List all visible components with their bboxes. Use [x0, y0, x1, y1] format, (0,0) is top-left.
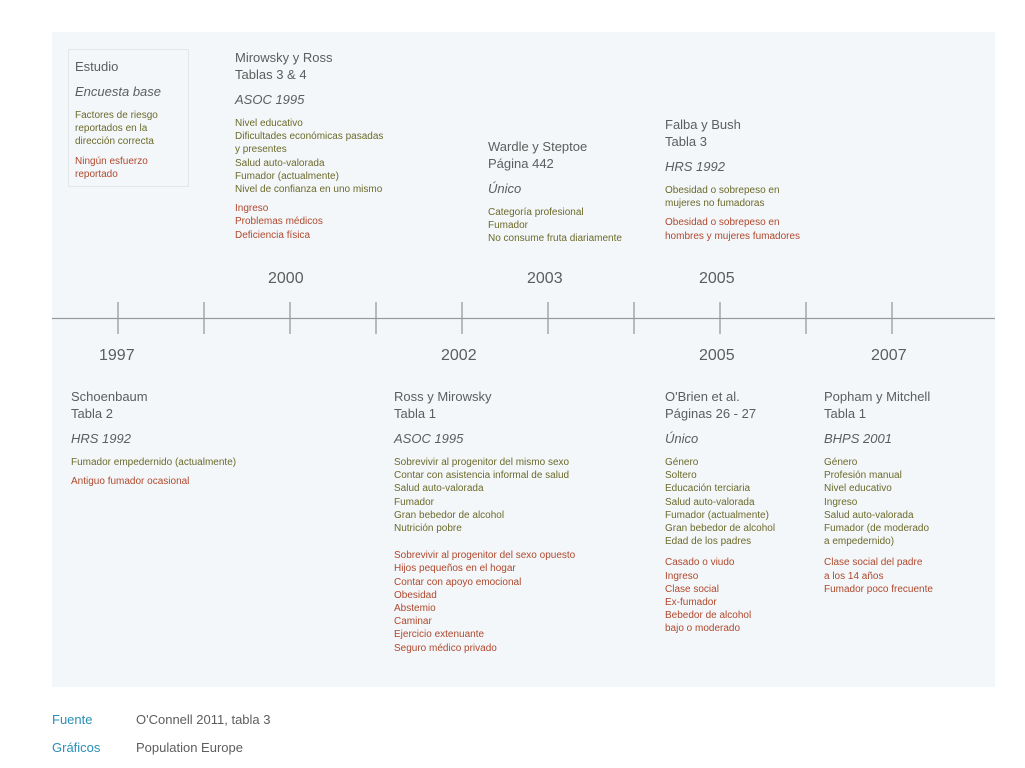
- line-item: a los 14 años: [824, 570, 884, 582]
- line-item: Contar con apoyo emocional: [394, 576, 522, 588]
- year-label-bottom: 2007: [871, 347, 907, 364]
- red-factors: [71, 475, 236, 488]
- line-item: Sobrevivir al progenitor del sexo opuesto: [394, 550, 576, 562]
- line-item: Fumador: [394, 496, 435, 508]
- line-item: Tablas 3 & 4: [235, 67, 307, 82]
- line-item: Nutrición pobre: [394, 523, 462, 535]
- line-item: Antiguo fumador ocasional: [71, 476, 190, 488]
- line-item: Contar con asistencia informal de salud: [394, 470, 570, 482]
- line-item: bajo o moderado: [665, 623, 741, 635]
- line-item: Gran bebedor de alcohol: [394, 509, 505, 521]
- line-item: Ross y Mirowsky: [394, 389, 492, 404]
- study-title: [71, 388, 236, 422]
- line-item: Edad de los padres: [665, 536, 752, 548]
- line-item: Salud auto-valorada: [235, 157, 325, 169]
- graphics-value: Population Europe: [136, 740, 243, 755]
- line-item: Bebedor de alcohol: [665, 610, 752, 622]
- line-item: Caminar: [394, 616, 432, 628]
- red-factors: [665, 556, 775, 635]
- line-item: Abstemio: [394, 603, 436, 615]
- year-label-top: 2003: [527, 270, 563, 287]
- study-survey: HRS 1992: [665, 159, 725, 174]
- line-item: No consume fruta diariamente: [488, 233, 622, 245]
- line-item: Educación terciaria: [665, 483, 751, 495]
- line-item: y presentes: [235, 144, 287, 156]
- line-item: O'Brien et al.: [665, 389, 740, 404]
- study-schoenbaum: [71, 388, 236, 488]
- red-factors: [824, 556, 933, 596]
- line-item: Fumador poco frecuente: [824, 583, 933, 595]
- line-item: Tabla 2: [71, 406, 113, 421]
- study-ross-mirowsky: [394, 388, 575, 655]
- line-item: Obesidad: [394, 589, 437, 601]
- line-item: Ex-fumador: [665, 597, 717, 609]
- line-item: Casado o viudo: [665, 557, 735, 569]
- study-survey: ASOC 1995: [235, 92, 305, 107]
- line-item: Categoría profesional: [488, 207, 584, 218]
- study-survey: Único: [665, 431, 699, 446]
- line-item: Nivel educativo: [824, 483, 892, 495]
- year-label-top: 2005: [699, 270, 735, 287]
- line-item: Seguro médico privado: [394, 642, 497, 654]
- line-item: Género: [824, 457, 858, 468]
- line-item: hombres y mujeres fumadores: [665, 230, 801, 242]
- line-item: Ingreso: [235, 203, 269, 215]
- line-item: Factores de riesgo: [75, 110, 158, 121]
- line-item: Hijos pequeños en el hogar: [394, 563, 516, 575]
- line-item: Ningún esfuerzo: [75, 155, 148, 167]
- line-item: dirección correcta: [75, 136, 154, 148]
- year-label-bottom: 1997: [99, 347, 135, 364]
- line-item: Schoenbaum: [71, 389, 148, 404]
- line-item: Wardle y Steptoe: [488, 139, 588, 154]
- line-item: Fumador empedernido (actualmente): [71, 457, 237, 468]
- study-title: [394, 388, 575, 422]
- line-item: Obesidad o sobrepeso en: [665, 217, 780, 229]
- line-item: Tabla 3: [665, 134, 707, 149]
- line-item: reportados en la: [75, 123, 148, 135]
- red-factors: [394, 549, 575, 655]
- study-survey: ASOC 1995: [394, 431, 464, 446]
- study-survey: Único: [488, 181, 522, 196]
- study-survey: BHPS 2001: [824, 431, 892, 446]
- line-item: Clase social del padre: [824, 557, 923, 569]
- year-label-bottom: 2005: [699, 347, 735, 364]
- line-item: mujeres no fumadoras: [665, 198, 765, 210]
- line-item: Dificultades económicas pasadas: [235, 131, 384, 143]
- line-item: Fumador (actualmente): [665, 509, 769, 521]
- line-item: Profesión manual: [824, 470, 902, 482]
- line-item: Salud auto-valorada: [394, 483, 484, 495]
- line-item: Tabla 1: [824, 406, 866, 421]
- line-item: Ingreso: [665, 570, 699, 582]
- line-item: Nivel educativo: [235, 118, 303, 129]
- study-title: [824, 388, 933, 422]
- green-factors: [394, 456, 575, 535]
- legend-survey: Encuesta base: [75, 84, 162, 99]
- line-item: Sobrevivir al progenitor del mismo sexo: [394, 457, 570, 468]
- line-item: Ingreso: [824, 496, 858, 508]
- line-item: Deficiencia física: [235, 229, 311, 241]
- source-value: O'Connell 2011, tabla 3: [136, 712, 271, 727]
- study-obrien: [665, 388, 775, 636]
- green-factors: [71, 456, 236, 469]
- line-item: Fumador (actualmente): [235, 170, 339, 182]
- line-item: Gran bebedor de alcohol: [665, 523, 776, 535]
- line-item: Mirowsky y Ross: [235, 50, 333, 65]
- graphics-label: Gráficos: [52, 740, 101, 755]
- study-title: [665, 388, 775, 422]
- year-label-bottom: 2002: [441, 347, 477, 364]
- source-label: Fuente: [52, 712, 93, 727]
- study-survey: HRS 1992: [71, 431, 131, 446]
- year-label-top: 2000: [268, 270, 304, 287]
- line-item: Nivel de confianza en uno mismo: [235, 184, 383, 196]
- line-item: a empedernido): [824, 536, 895, 548]
- green-factors: [824, 456, 933, 548]
- study-popham-mitchell: [824, 388, 933, 596]
- line-item: Clase social: [665, 583, 719, 595]
- line-item: reportado: [75, 168, 118, 180]
- line-item: Páginas 26 - 27: [665, 406, 757, 421]
- line-item: Popham y Mitchell: [824, 389, 931, 404]
- line-item: Soltero: [665, 470, 697, 482]
- line-item: Fumador (de moderado: [824, 523, 930, 535]
- line-item: Tabla 1: [394, 406, 436, 421]
- line-item: Salud auto-valorada: [665, 496, 755, 508]
- legend-title: Estudio: [75, 59, 119, 74]
- line-item: Salud auto-valorada: [824, 509, 914, 521]
- line-item: Obesidad o sobrepeso en: [665, 185, 780, 196]
- line-item: Ejercicio extenuante: [394, 629, 485, 641]
- green-factors: [665, 456, 775, 548]
- line-item: Problemas médicos: [235, 216, 323, 228]
- line-item: Falba y Bush: [665, 117, 741, 132]
- line-item: Página 442: [488, 156, 554, 171]
- line-item: Fumador: [488, 220, 529, 232]
- line-item: Género: [665, 457, 699, 468]
